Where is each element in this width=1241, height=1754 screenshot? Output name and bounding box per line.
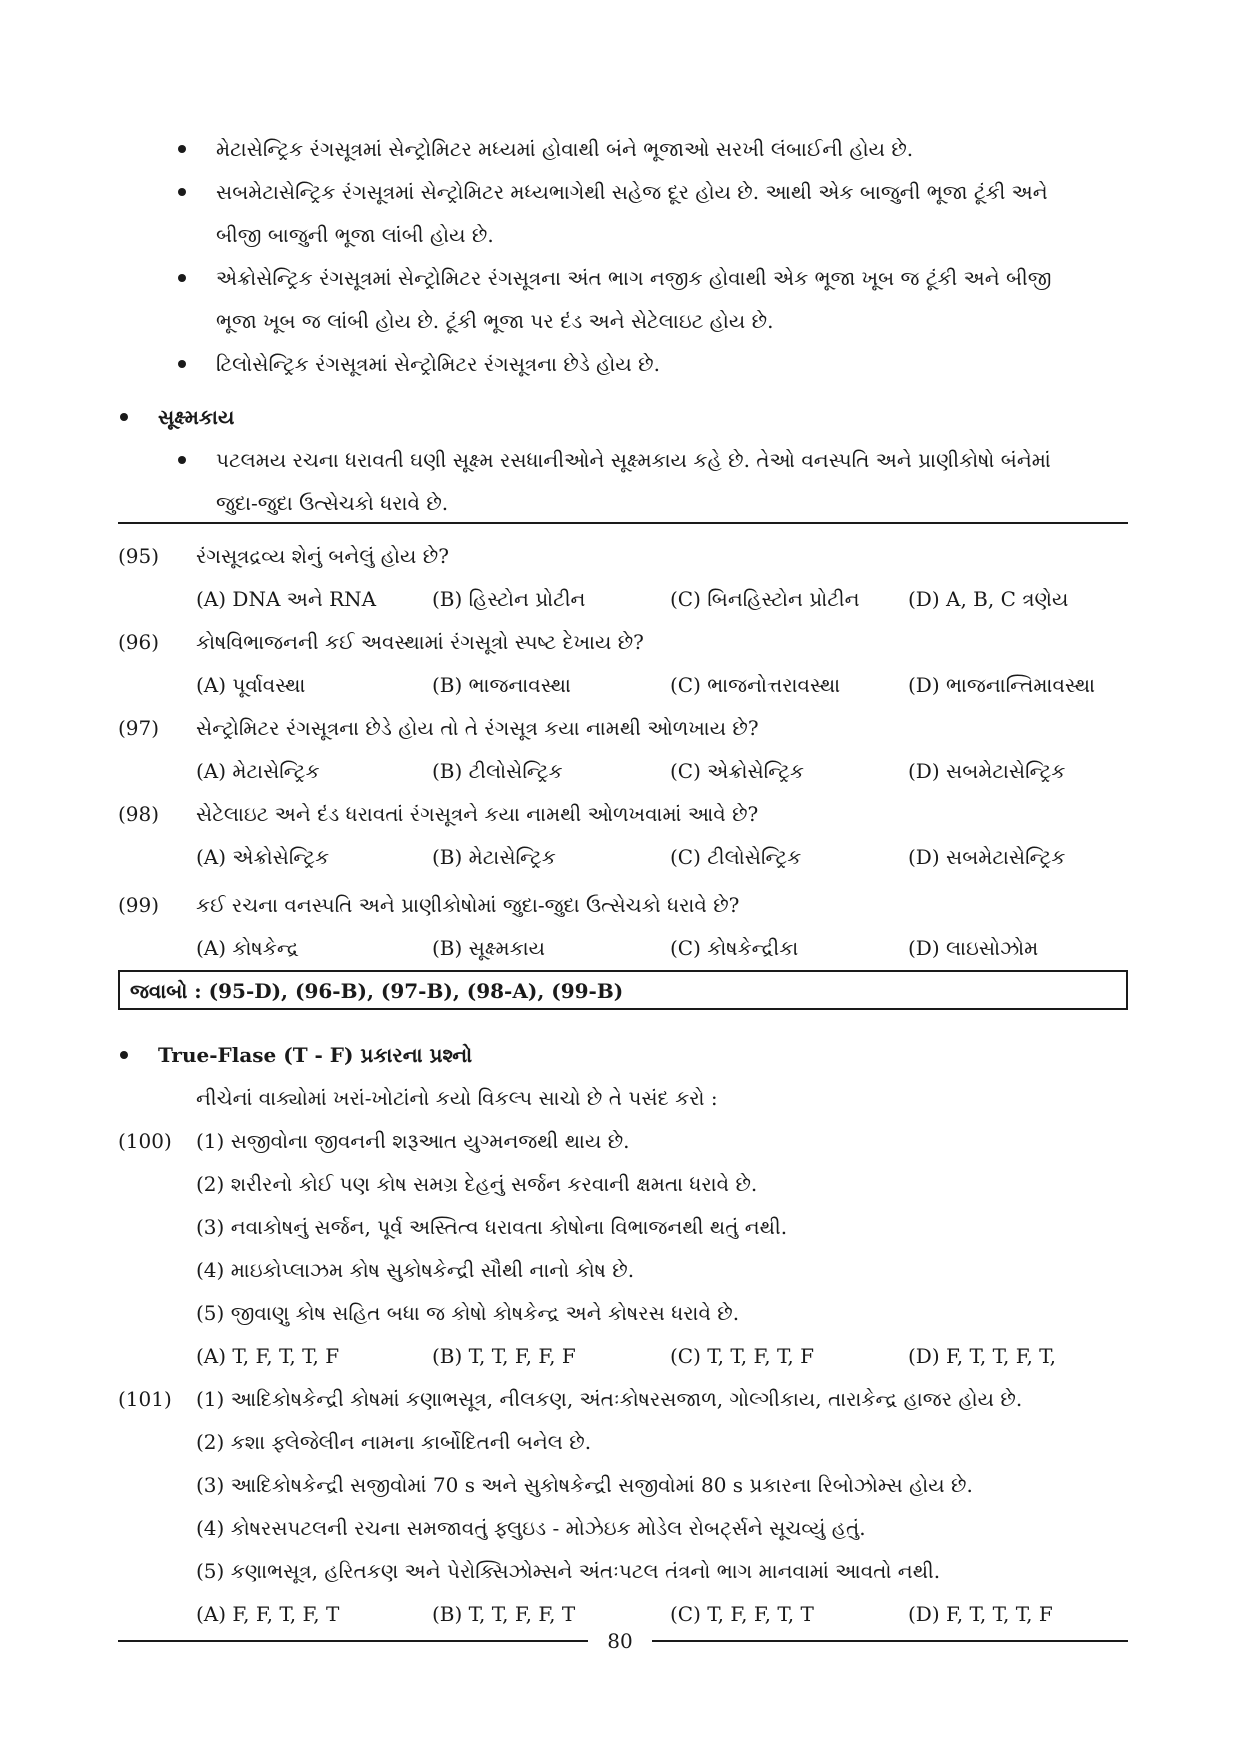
question-number: (96) [118,630,160,654]
option-b: (B) T, T, F, F, F [432,1344,576,1368]
question-number: (100) [118,1129,172,1153]
sukshmakay-line-2: જુદા-જુદા ઉત્સેચકો ધરાવે છે. [216,491,449,515]
sukshmakay-line-1: પટલમય રચના ધરાવતી ઘણી સૂક્ષ્મ રસધાનીઓને સૂક્ષ્મકાય કહે છે. તેઓ વનસ્પતિ અને પ્રાણીકોષો બંનેમાં [216,448,1051,472]
section-bullet [120,413,128,421]
option-a: (A) F, F, T, F, T [196,1602,340,1626]
option-d: (D) A, B, C ત્રણેય [908,587,1069,611]
option-a: (A) મેટાસેન્ટ્રિક [196,759,320,783]
option-d: (D) ભાજનાન્તિમાવસ્થા [908,673,1096,697]
option-b: (B) સૂક્ષ્મકાય [432,936,545,960]
option-c: (C) એક્રોસેન્ટ્રિક [670,759,804,783]
question-number: (97) [118,716,160,740]
bullet-marker [178,145,186,153]
question-number: (101) [118,1387,172,1411]
option-a: (A) કોષકેન્દ્ર [196,936,299,960]
question-text: સેન્ટ્રોમિટર રંગસૂત્રના છેડે હોય તો તે રંગસૂત્ર કયા નામથી ઓળખાય છે? [196,716,759,740]
tf-instruction: નીચેનાં વાક્યોમાં ખરાં-ખોટાંનો કયો વિકલ્પ સાચો છે તે પસંદ કરો : [196,1086,718,1110]
statement: (4) માઇકોપ્લાઝમ કોષ સુકોષકેન્દ્રી સૌથી નાનો કોષ છે. [196,1258,635,1282]
question-number: (95) [118,544,160,568]
intro-bullet-3-line-1: એક્રોસેન્ટ્રિક રંગસૂત્રમાં સેન્ટ્રોમિટર રંગસૂત્રના અંત ભાગ નજીક હોવાથી એક ભૂજા ખૂબ જ ટૂંકી અને બીજી [216,266,1052,290]
statement: (3) નવાકોષનું સર્જન, પૂર્વ અસ્તિત્વ ધરાવતા કોષોના વિભાજનથી થતું નથી. [196,1215,788,1239]
tf-heading: True-Flase (T - F) પ્રકારના પ્રશ્નો [158,1043,473,1067]
intro-bullet-3-line-2: ભૂજા ખૂબ જ લાંબી હોય છે. ટૂંકી ભૂજા પર દંડ અને સેટેલાઇટ હોય છે. [216,309,774,333]
option-b: (B) ટીલોસેન્ટ્રિક [432,759,563,783]
option-b: (B) મેટાસેન્ટ્રિક [432,845,556,869]
question-number: (98) [118,802,160,826]
question-text: સેટેલાઇટ અને દંડ ધરાવતાં રંગસૂત્રને કયા નામથી ઓળખવામાં આવે છે? [196,802,759,826]
intro-bullet-2-line-1: સબમેટાસેન્ટ્રિક રંગસૂત્રમાં સેન્ટ્રોમિટર મધ્યભાગેથી સહેજ દૂર હોય છે. આથી એક બાજુની ભૂજા ટૂંકી અને [216,180,1048,204]
footer-rule-right [652,1640,1128,1642]
option-b: (B) હિસ્ટોન પ્રોટીન [432,587,586,611]
option-b: (B) T, T, F, F, T [432,1602,576,1626]
bullet-marker [178,274,186,282]
question-text: કઈ રચના વનસ્પતિ અને પ્રાણીકોષોમાં જુદા-જુદા ઉત્સેચકો ધરાવે છે? [196,893,740,917]
option-c: (C) ટીલોસેન્ટ્રિક [670,845,802,869]
statement: (4) કોષરસપટલની રચના સમજાવતું ફ્લુઇડ - મોઝેઇક મોડેલ રોબર્ટ્સને સૂચવ્યું હતું. [196,1516,866,1540]
option-d: (D) સબમેટાસેન્ટ્રિક [908,759,1066,783]
page-number: 80 [607,1629,633,1653]
bullet-marker [178,360,186,368]
option-c: (C) T, T, F, T, F [670,1344,814,1368]
option-d: (D) F, T, T, F, T, [908,1344,1056,1368]
option-d: (D) લાઇસોઝોમ [908,936,1039,960]
option-d: (D) F, T, T, T, F [908,1602,1053,1626]
option-a: (A) T, F, T, T, F [196,1344,340,1368]
footer-rule-left [118,1640,588,1642]
option-b: (B) ભાજનાવસ્થા [432,673,571,697]
statement: (1) સજીવોના જીવનની શરૂઆત યુગ્મનજથી થાય છે. [196,1129,630,1153]
statement: (2) કશા ફ્લેજેલીન નામના કાર્બોદિતની બનેલ છે. [196,1430,592,1454]
option-a: (A) એક્રોસેન્ટ્રિક [196,845,330,869]
answers-box [118,970,1128,1010]
intro-bullet-4: ટિલોસેન્ટ્રિક રંગસૂત્રમાં સેન્ટ્રોમિટર રંગસૂત્રના છેડે હોય છે. [216,352,660,376]
statement: (2) શરીરનો કોઈ પણ કોષ સમગ્ર દેહનું સર્જન કરવાની ક્ષમતા ધરાવે છે. [196,1172,758,1196]
option-c: (C) ભાજનોત્તરાવસ્થા [670,673,841,697]
option-a: (A) DNA અને RNA [196,587,377,611]
statement: (3) આદિકોષકેન્દ્રી સજીવોમાં 70 s અને સુકોષકેન્દ્રી સજીવોમાં 80 s પ્રકારના રિબોઝોમ્સ હોય છે. [196,1473,973,1497]
sukshmakay-heading: સૂક્ષ્મકાય [158,405,235,429]
intro-bullet-1: મેટાસેન્ટ્રિક રંગસૂત્રમાં સેન્ટ્રોમિટર મધ્યમાં હોવાથી બંને ભૂજાઓ સરખી લંબાઈની હોય છે. [216,137,914,161]
question-text: કોષવિભાજનની કઈ અવસ્થામાં રંગસૂત્રો સ્પષ્ટ દેખાય છે? [196,630,644,654]
section-divider [118,522,1128,524]
question-number: (99) [118,893,160,917]
option-d: (D) સબમેટાસેન્ટ્રિક [908,845,1066,869]
answers-text: જવાબો : (95-D), (96-B), (97-B), (98-A), (99-B) [130,979,624,1003]
bullet-marker [178,188,186,196]
section-bullet [120,1051,128,1059]
intro-bullet-2-line-2: બીજી બાજુની ભૂજા લાંબી હોય છે. [216,223,494,247]
option-c: (C) કોષકેન્દ્રીકા [670,936,799,960]
question-text: રંગસૂત્રદ્રવ્ય શેનું બનેલું હોય છે? [196,544,449,568]
statement: (5) જીવાણુ કોષ સહિત બધા જ કોષો કોષકેન્દ્ર અને કોષરસ ધરાવે છે. [196,1301,740,1325]
statement: (5) કણાભસૂત્ર, હરિતકણ અને પેરોક્સિઝોમ્સને અંતઃપટલ તંત્રનો ભાગ માનવામાં આવતો નથી. [196,1559,941,1583]
statement: (1) આદિકોષકેન્દ્રી કોષમાં કણાભસૂત્ર, નીલકણ, અંતઃકોષરસજાળ, ગોલ્ગીકાય, તારાકેન્દ્ર હાજર હોય છે. [196,1387,1023,1411]
bullet-marker [178,456,186,464]
option-c: (C) બિનહિસ્ટોન પ્રોટીન [670,587,860,611]
option-c: (C) T, F, F, T, T [670,1602,814,1626]
option-a: (A) પૂર્વાવસ્થા [196,673,306,697]
